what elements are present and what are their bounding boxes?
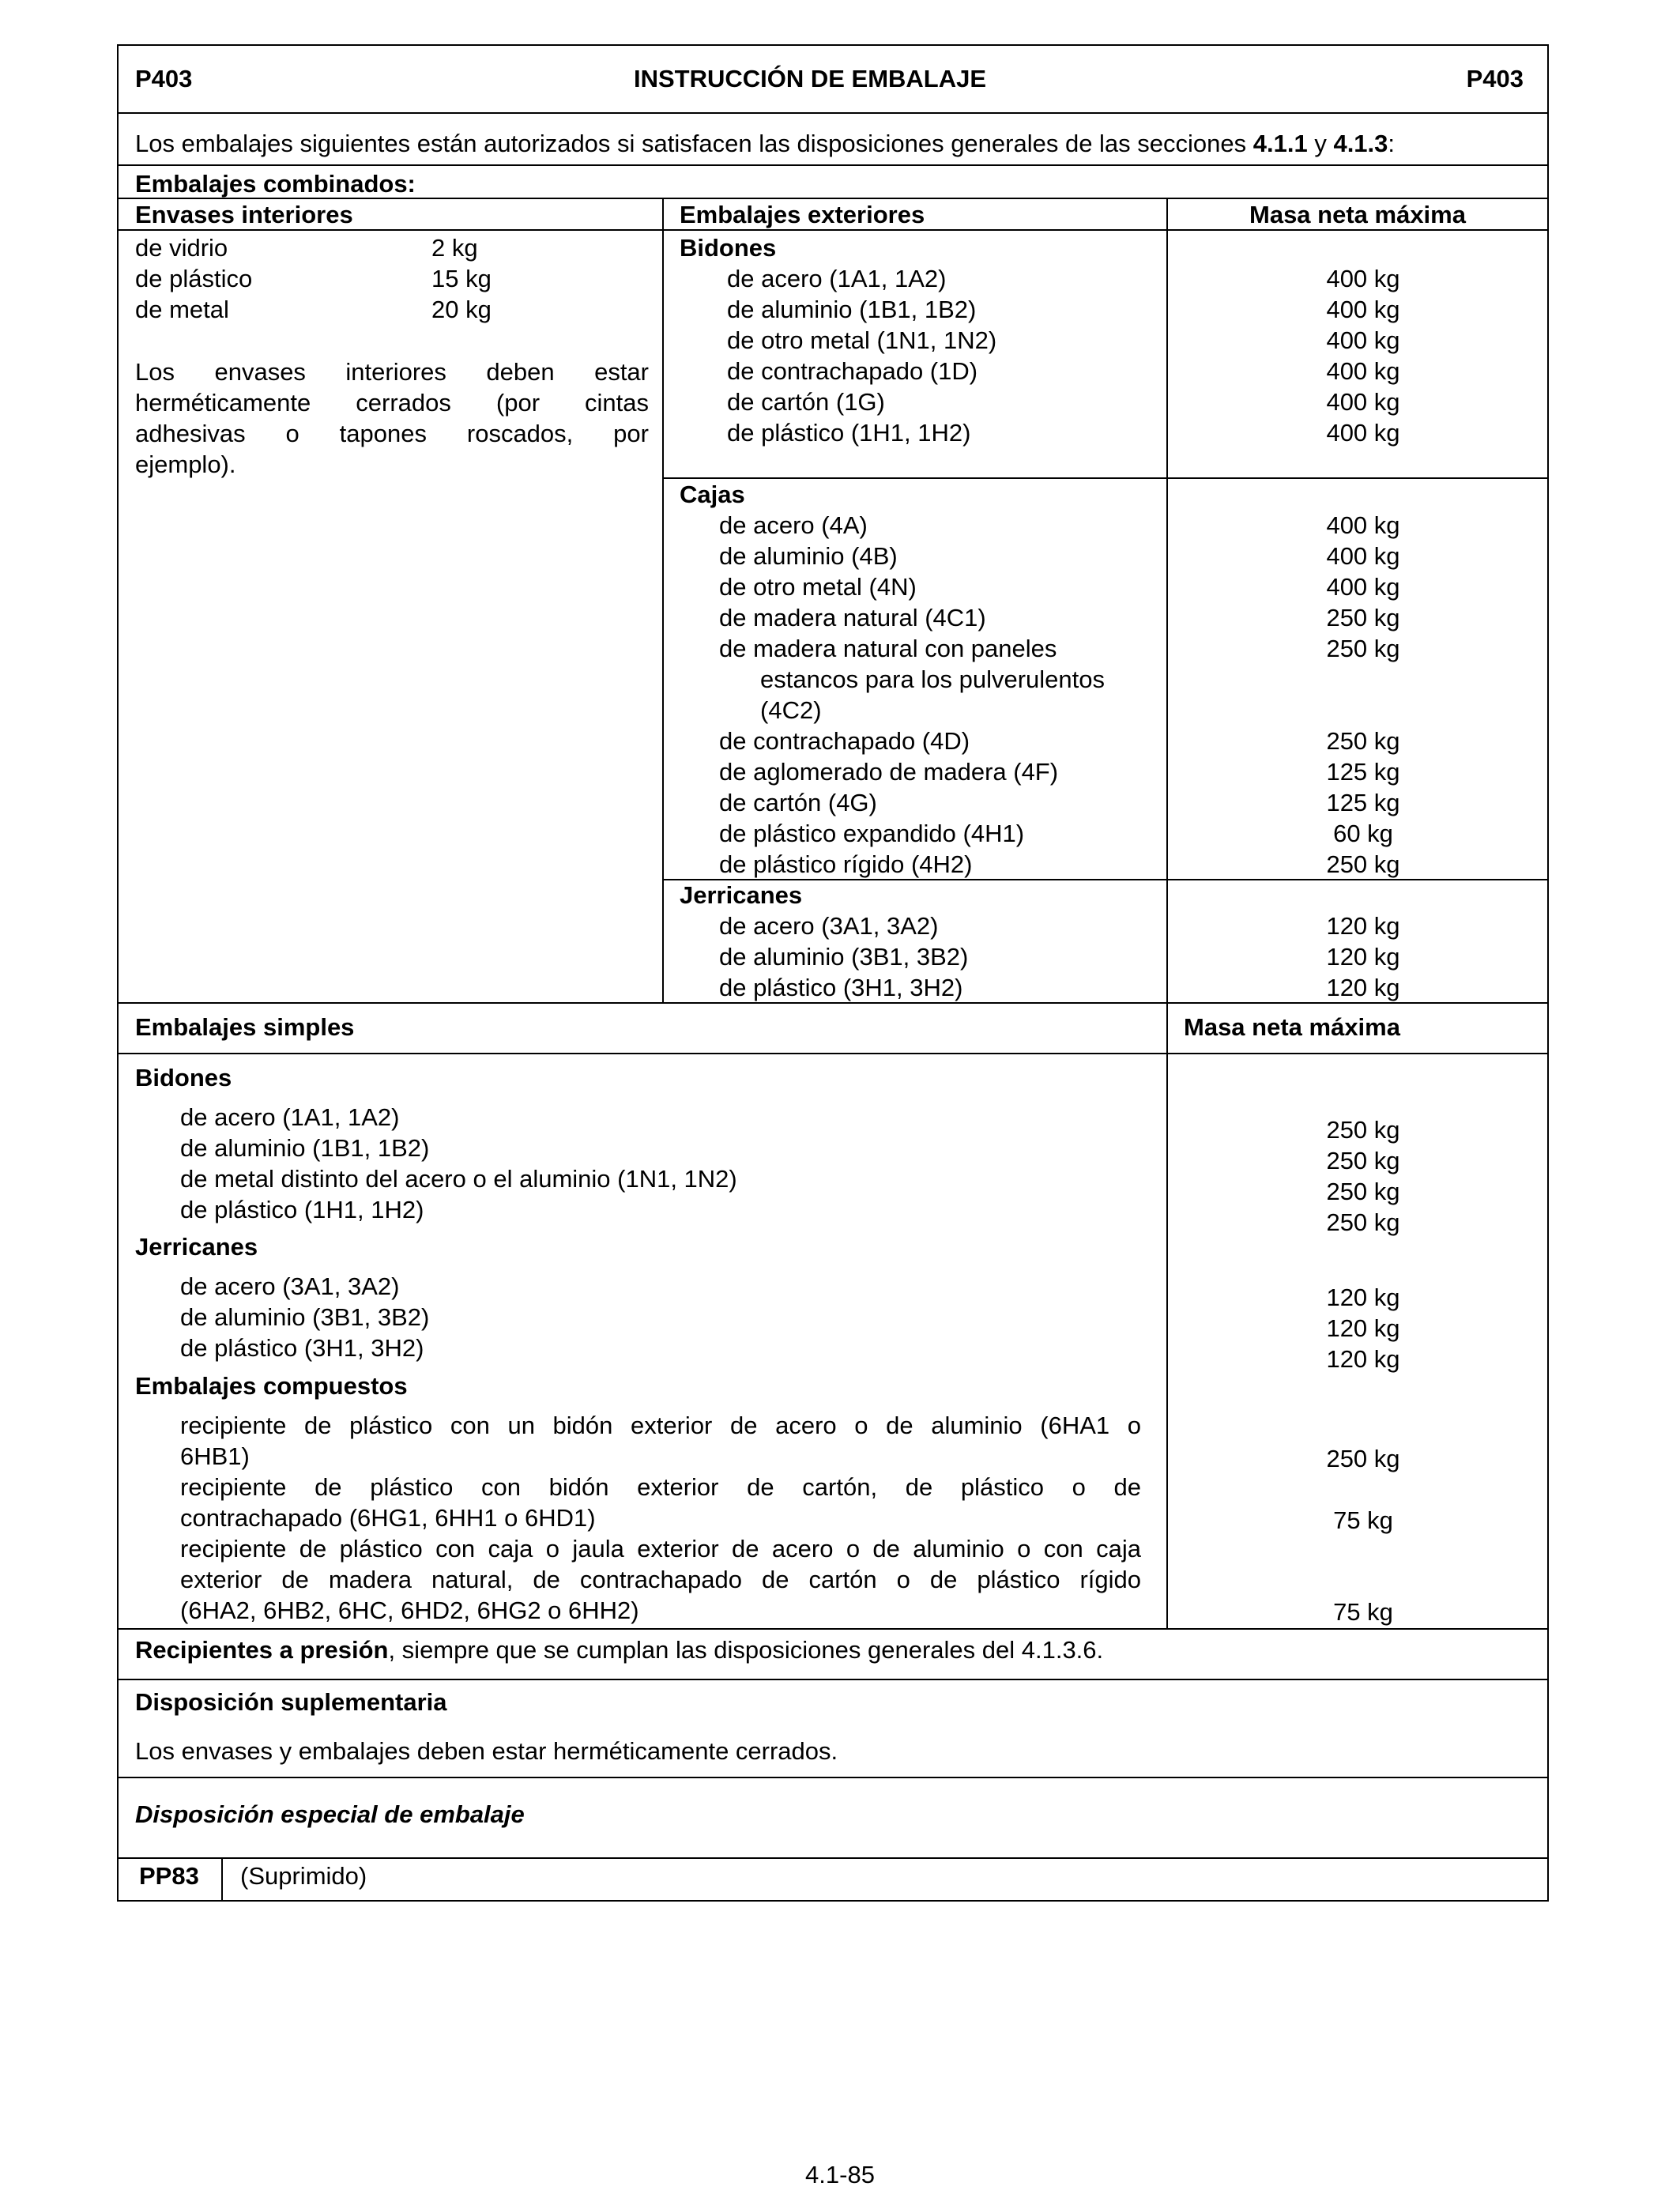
outer-item-name: de acero (3A1, 3A2) xyxy=(719,912,939,940)
column-head-mass: Masa neta máxima xyxy=(1249,201,1466,228)
outer-item-mass: 400 kg xyxy=(1326,326,1400,354)
intro-before: Los embalajes siguientes están autorizados si satisfacen las disposiciones generales de las secciones xyxy=(135,130,1253,157)
combined-heading: Embalajes combinados: xyxy=(135,170,416,198)
single-composite-line: recipiente de plástico con caja o jaula exterior de acero o de aluminio o con caja xyxy=(180,1535,1141,1563)
special-code: PP83 xyxy=(139,1862,199,1890)
single-drum-name: de plástico (1H1, 1H2) xyxy=(180,1196,424,1223)
single-jerrican-name: de aluminio (3B1, 3B2) xyxy=(180,1303,430,1331)
rule-below-special-heading xyxy=(117,1857,1549,1859)
supplementary-heading: Disposición suplementaria xyxy=(135,1688,447,1716)
outer-item-name: de otro metal (1N1, 1N2) xyxy=(727,326,997,354)
outer-item-mass: 125 kg xyxy=(1326,758,1400,786)
outer-item-name: de contrachapado (4D) xyxy=(719,727,970,755)
single-composite-line: recipiente de plástico con bidón exterior de cartón, de plástico o de xyxy=(180,1473,1141,1501)
inner-material: de plástico xyxy=(135,265,253,292)
outer-item-name: de otro metal (4N) xyxy=(719,573,917,601)
header-title: INSTRUCCIÓN DE EMBALAJE xyxy=(633,65,987,92)
rule-col-inner-outer xyxy=(662,198,664,1004)
rule-below-drums xyxy=(664,477,1549,479)
single-composite-line: exterior de madera natural, de contrachapado de cartón o de plástico rígido xyxy=(180,1566,1141,1593)
outer-item-mass: 120 kg xyxy=(1326,974,1400,1001)
single-jerrican-mass: 120 kg xyxy=(1326,1314,1400,1342)
table-border-top xyxy=(117,44,1549,46)
outer-item-mass: 250 kg xyxy=(1326,727,1400,755)
outer-item-name: de madera natural (4C1) xyxy=(719,604,986,631)
outer-item-mass: 120 kg xyxy=(1326,943,1400,971)
inner-note-line: Los envases interiores deben estar xyxy=(135,358,649,386)
single-jerricans-label: Jerricanes xyxy=(135,1233,258,1261)
single-jerrican-name: de acero (3A1, 3A2) xyxy=(180,1272,400,1300)
outer-item-mass: 400 kg xyxy=(1326,357,1400,385)
outer-item-name: de aluminio (4B) xyxy=(719,542,898,570)
intro-end: : xyxy=(1388,130,1396,157)
outer-item-name: de madera natural con paneles xyxy=(719,635,1057,662)
outer-item-name: de plástico rígido (4H2) xyxy=(719,850,973,878)
outer-item-name: de plástico (1H1, 1H2) xyxy=(727,419,971,447)
rule-col-pp-code xyxy=(221,1857,223,1902)
outer-item-name: de cartón (4G) xyxy=(719,789,877,816)
table-border-left xyxy=(117,44,119,1902)
single-jerrican-mass: 120 kg xyxy=(1326,1345,1400,1373)
outer-item-mass: 60 kg xyxy=(1333,820,1393,847)
rule-col-outer-mass xyxy=(1166,198,1168,1004)
single-jerrican-mass: 120 kg xyxy=(1326,1284,1400,1311)
intro-ref-2: 4.1.3 xyxy=(1333,130,1388,157)
outer-item-name: de plástico expandido (4H1) xyxy=(719,820,1025,847)
single-composite-line: (6HA2, 6HB2, 6HC, 6HD2, 6HG2 o 6HH2) xyxy=(180,1596,639,1624)
single-composite-label: Embalajes compuestos xyxy=(135,1372,408,1400)
outer-item-name: de aglomerado de madera (4F) xyxy=(719,758,1059,786)
single-drum-mass: 250 kg xyxy=(1326,1178,1400,1205)
column-head-inner: Envases interiores xyxy=(135,201,353,228)
outer-item-mass: 400 kg xyxy=(1326,542,1400,570)
outer-item-name: de acero (4A) xyxy=(719,511,868,539)
outer-item-mass: 250 kg xyxy=(1326,604,1400,631)
outer-drums-label: Bidones xyxy=(680,234,777,262)
header-code-left: P403 xyxy=(135,65,193,92)
single-drum-name: de aluminio (1B1, 1B2) xyxy=(180,1134,430,1162)
outer-item-mass: 400 kg xyxy=(1326,573,1400,601)
single-drum-mass: 250 kg xyxy=(1326,1116,1400,1144)
intro-mid: y xyxy=(1307,130,1334,157)
single-composite-mass: 250 kg xyxy=(1326,1445,1400,1472)
rule-below-header xyxy=(117,112,1549,114)
inner-mass: 2 kg xyxy=(431,234,478,262)
outer-item-name: (4C2) xyxy=(760,696,822,724)
inner-note-line: herméticamente cerrados (por cintas xyxy=(135,389,649,417)
inner-mass: 15 kg xyxy=(431,265,492,292)
special-text: (Suprimido) xyxy=(240,1862,367,1890)
inner-material: de metal xyxy=(135,296,229,323)
single-column-head-mass: Masa neta máxima xyxy=(1184,1013,1400,1041)
single-drum-mass: 250 kg xyxy=(1326,1147,1400,1174)
supplementary-text: Los envases y embalajes deben estar herméticamente cerrados. xyxy=(135,1737,838,1765)
single-composite-mass: 75 kg xyxy=(1333,1598,1393,1626)
rule-below-intro xyxy=(117,164,1549,166)
special-heading: Disposición especial de embalaje xyxy=(135,1800,525,1828)
inner-material: de vidrio xyxy=(135,234,228,262)
outer-item-mass: 400 kg xyxy=(1326,265,1400,292)
outer-item-name: de acero (1A1, 1A2) xyxy=(727,265,947,292)
single-drum-name: de metal distinto del acero o el aluminio (1N1, 1N2) xyxy=(180,1165,737,1193)
table-border-bottom xyxy=(117,1900,1549,1902)
outer-item-name: de contrachapado (1D) xyxy=(727,357,978,385)
outer-item-mass: 400 kg xyxy=(1326,511,1400,539)
column-head-outer: Embalajes exteriores xyxy=(680,201,925,228)
rule-below-single xyxy=(117,1628,1549,1630)
pressure-rest: , siempre que se cumplan las disposiciones generales del 4.1.3.6. xyxy=(388,1636,1104,1664)
inner-note-line: adhesivas o tapones roscados, por xyxy=(135,420,649,447)
single-composite-line: contrachapado (6HG1, 6HH1 o 6HD1) xyxy=(180,1504,596,1532)
single-drums-label: Bidones xyxy=(135,1064,232,1091)
inner-note-line: ejemplo). xyxy=(135,450,236,478)
table-border-right xyxy=(1547,44,1549,1902)
outer-item-mass: 250 kg xyxy=(1326,635,1400,662)
header-code-right: P403 xyxy=(1466,65,1524,92)
outer-item-mass: 400 kg xyxy=(1326,388,1400,416)
outer-item-name: de aluminio (3B1, 3B2) xyxy=(719,943,969,971)
outer-item-mass: 120 kg xyxy=(1326,912,1400,940)
outer-item-name: estancos para los pulverulentos xyxy=(760,665,1105,693)
pressure-bold: Recipientes a presión xyxy=(135,1636,389,1664)
intro-ref-1: 4.1.1 xyxy=(1252,130,1308,157)
single-drum-mass: 250 kg xyxy=(1326,1208,1400,1236)
outer-jerricans-label: Jerricanes xyxy=(680,881,803,909)
rule-below-supplementary xyxy=(117,1777,1549,1778)
intro-text xyxy=(135,128,1395,159)
rule-below-pressure xyxy=(117,1679,1549,1680)
outer-item-mass: 400 kg xyxy=(1326,419,1400,447)
outer-item-name: de cartón (1G) xyxy=(727,388,885,416)
single-composite-line: recipiente de plástico con un bidón exterior de acero o de aluminio (6HA1 o xyxy=(180,1412,1141,1439)
inner-mass: 20 kg xyxy=(431,296,492,323)
rule-below-single-heading xyxy=(117,1053,1549,1054)
page-number: 4.1-85 xyxy=(805,2161,875,2188)
single-drum-name: de acero (1A1, 1A2) xyxy=(180,1103,400,1131)
outer-boxes-label: Cajas xyxy=(680,481,745,508)
single-jerrican-name: de plástico (3H1, 3H2) xyxy=(180,1334,424,1362)
outer-item-name: de plástico (3H1, 3H2) xyxy=(719,974,963,1001)
outer-item-mass: 250 kg xyxy=(1326,850,1400,878)
outer-item-name: de aluminio (1B1, 1B2) xyxy=(727,296,977,323)
outer-item-mass: 400 kg xyxy=(1326,296,1400,323)
pressure-receptacles-text xyxy=(135,1634,1103,1665)
outer-item-mass: 125 kg xyxy=(1326,789,1400,816)
single-heading: Embalajes simples xyxy=(135,1013,355,1041)
rule-col-single-mass xyxy=(1166,1002,1168,1630)
single-composite-mass: 75 kg xyxy=(1333,1506,1393,1534)
single-composite-line: 6HB1) xyxy=(180,1442,250,1470)
